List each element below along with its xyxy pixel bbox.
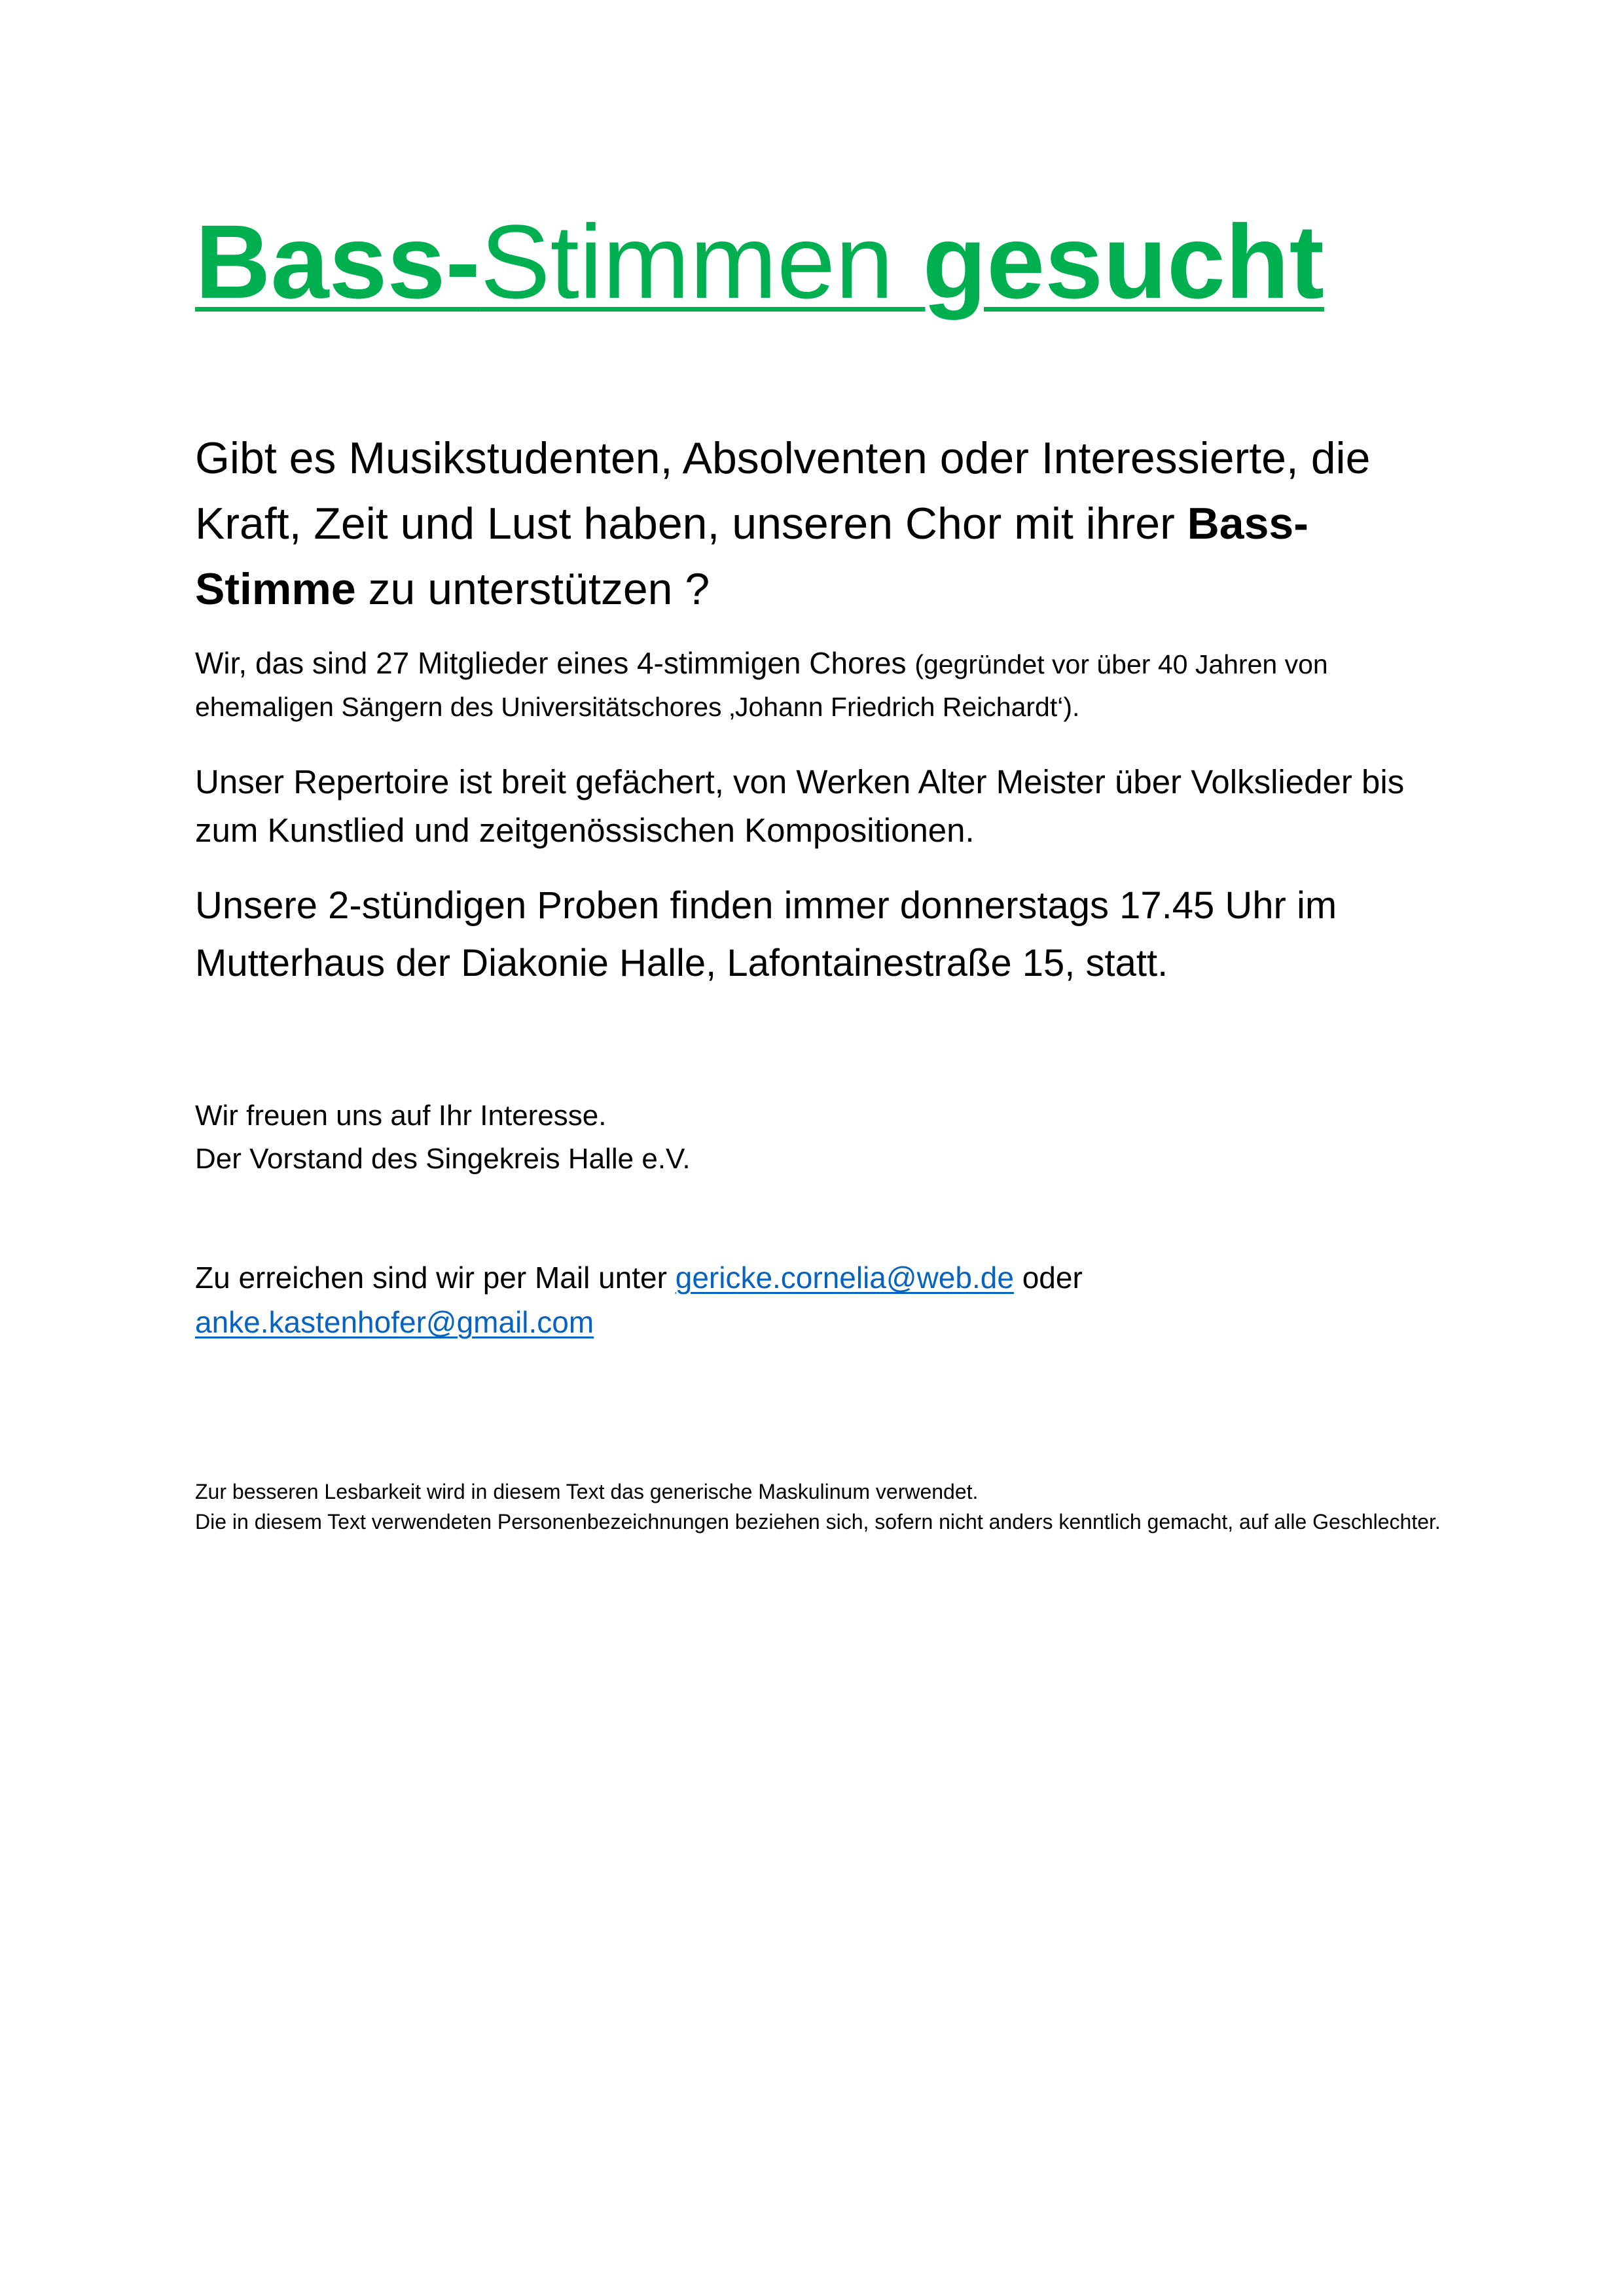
contact-text: Zu erreichen sind wir per Mail unter xyxy=(195,1261,676,1295)
repertoire-paragraph: Unser Repertoire ist breit gefächert, von Werken Alter Meister über Volkslieder bis zum Kunstlied und zeitgenössischen Kompositionen. xyxy=(195,763,1405,849)
closing-line-1: Wir freuen uns auf Ihr Interesse. xyxy=(195,1100,607,1132)
title-stimmen: Stimmen xyxy=(480,203,923,320)
contact-paragraph xyxy=(195,1255,1445,1344)
intro-paragraph xyxy=(195,425,1445,622)
email-link-kastenhofer[interactable]: anke.kastenhofer@gmail.com xyxy=(195,1305,594,1339)
members-text: Wir, das sind 27 Mitglieder eines 4-stimmigen Chores xyxy=(195,646,915,680)
footnote-line-1: Zur besseren Lesbarkeit wird in diesem Text das generische Maskulinum verwendet. xyxy=(195,1480,979,1503)
intro-bold: Bass-Stimme xyxy=(195,499,1308,614)
members-paragraph xyxy=(195,643,1445,728)
title-bass: Bass- xyxy=(195,203,480,320)
footnote xyxy=(195,1477,1445,1537)
email-link-gericke[interactable]: gericke.cornelia@web.de xyxy=(675,1261,1014,1295)
rehearsals-paragraph: Unsere 2-stündigen Proben finden immer donnerstags 17.45 Uhr im Mutterhaus der Diakonie Halle, Lafontainestraße 15, statt. xyxy=(195,884,1337,984)
footnote-line-2: Die in diesem Text verwendeten Personenbezeichnungen beziehen sich, sofern nicht anders kenntlich gemacht, auf alle Geschlechter. xyxy=(195,1510,1441,1534)
title-gesucht: gesucht xyxy=(922,203,1324,320)
members-note: (gegründet vor über 40 Jahren von ehemaligen Sängern des Universitätschores ‚Johann Friedrich Reichardt‘). xyxy=(195,649,1328,722)
contact-oder: oder xyxy=(1013,1261,1083,1295)
closing-paragraph xyxy=(195,1094,1445,1181)
intro-text-end: zu unterstützen ? xyxy=(355,564,710,614)
intro-text: Gibt es Musikstudenten, Absolventen oder Interessierte, die Kraft, Zeit und Lust haben, unseren Chor mit ihrer xyxy=(195,433,1371,548)
closing-line-2: Der Vorstand des Singekreis Halle e.V. xyxy=(195,1143,691,1175)
page-title xyxy=(195,196,1324,327)
